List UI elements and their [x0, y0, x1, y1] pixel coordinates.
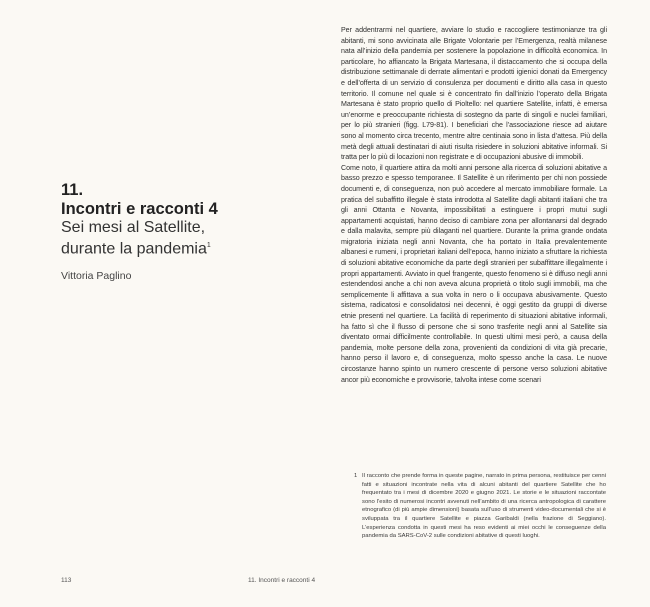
footnote-number: 1	[354, 473, 358, 479]
body-paragraph: Per addentrarmi nel quartiere, avviare lo studio e raccogliere testimonianze tra gli abitanti, mi sono avvicinata alle Brigate Volontarie per l’Emergenza, realtà milanese nata all’inizio della pandemia per sostenere la popolazione in difficoltà economica. In particolare, ho affiancato la Brigata Martesana, il distaccamento che si occupa della distribuzione settimanale di derrate alimentari e prodotti igienici donati da Emergency e dell’offerta di un servizio di consulenza per documenti e diritto alla casa in questo territorio. Il comune nel quale si è concentrato fin dall’inizio l’operato della Brigata Martesana è stato proprio quello di Pioltello: nel quartiere Satellite, infatti, è emersa un’enorme e preoccupante richiesta di sostegno da parte di singoli e nuclei familiari, per lo più stranieri (figg. L79-81). I beneficiari che l’associazione riesce ad aiutare sono al momento circa trecento, mentre altre centinaia sono in lista d’attesa. Più della metà degli attuali destinatari di aiuti risulta risiedere in soluzioni abitative informali. Si tratta per lo più di locazioni non registrate e di occupazioni abusive di immobili.	[341, 26, 607, 162]
body-paragraph: Come noto, il quartiere attira da molti anni persone alla ricerca di soluzioni abitative a basso prezzo e spesso temporanee. Il Satellite è un riferimento per chi non possiede documenti e, di conseguenza, non può accedere al mercato immobiliare formale. La pratica del subaffitto illegale è stata introdotta al Satellite dagli abitanti italiani che tra gli anni Ottanta e Novanta, impossibilitati a estinguere i propri mutui sugli appartamenti acquistati, hanno deciso di cambiare zona per allontanarsi dal degrado e dalla malavita, sempre più dilaganti nel quartiere. Durante la prima grande ondata migratoria iniziata negli anni Novanta, che ha portato in Italia prevalentemente albanesi e rumeni, i proprietari italiani dell’epoca, hanno iniziato a sfruttare la richiesta di soluzioni abitative economiche da parte degli stranieri per subaffittare illegalmente i propri appartamenti. Avviato in quel frangente, questo fenomeno si è diffuso negli anni estendendosi anche a chi non aveva alcuna proprietà o titolo sugli immobili, ma che semplicemente li affittava a sua volta in nero o li occupava abusivamente. Questo sistema, radicatosi e consolidatosi nei decenni, è oggi gestito da gruppi di diverse etnie presenti nel quartiere. La facilità di reperimento di situazioni abitative informali, ha fatto sì che il flusso di persone che si sono trasferite negli anni al Satellite sia diventato ormai difficilmente controllabile. In questi ultimi mesi però, a causa della pandemia, molte persone della zona, provenienti da condizioni di vita già precarie, hanno perso il lavoro e, di conseguenza, molto spesso anche la casa. Le nuove circostanze hanno spinto un numero crescente di persone verso soluzioni abitative ancor più economiche e provvisorie, talvolta intese come scenari	[341, 163, 607, 384]
chapter-title: Incontri e racconti 4	[61, 200, 218, 218]
running-header: 11. Incontri e racconti 4	[248, 577, 316, 584]
chapter-subtitle-line2	[61, 237, 311, 258]
chapter-subtitle-line1: Sei mesi al Satellite,	[61, 219, 206, 236]
chapter-heading	[61, 181, 311, 282]
body-text	[341, 25, 607, 385]
chapter-number: 11.	[61, 181, 84, 199]
footnote-reference: 1	[206, 242, 211, 249]
footnote	[354, 472, 606, 541]
page-number: 113	[61, 577, 72, 584]
author-name: Vittoria Paglino	[61, 270, 132, 283]
chapter-subtitle-line2-text: durante la pandemia	[61, 240, 207, 258]
footnote-text: Il racconto che prende forma in queste pagine, narrato in prima persona, restituisce per cenni fatti e situazioni incontrate nella vita di alcuni abitanti del quartiere Satellite che ho frequentato tra i mesi di dicembre 2020 e giugno 2021. Le storie e le situazioni raccontate sono l’esito di numerosi incontri avvenuti nell’ambito di una ricerca antropologica di carattere etnografico (di più ampie dimensioni) basata sull’uso di strumenti video-documentali che si è sviluppata tra il quartiere Satellite e piazza Garibaldi (nella frazione di Seggiano). L’esperienza condotta in questi mesi ha reso evidenti ai miei occhi le conseguenze della pandemia da SARS-CoV-2 sulle condizioni abitative di questi luoghi.	[362, 473, 606, 540]
